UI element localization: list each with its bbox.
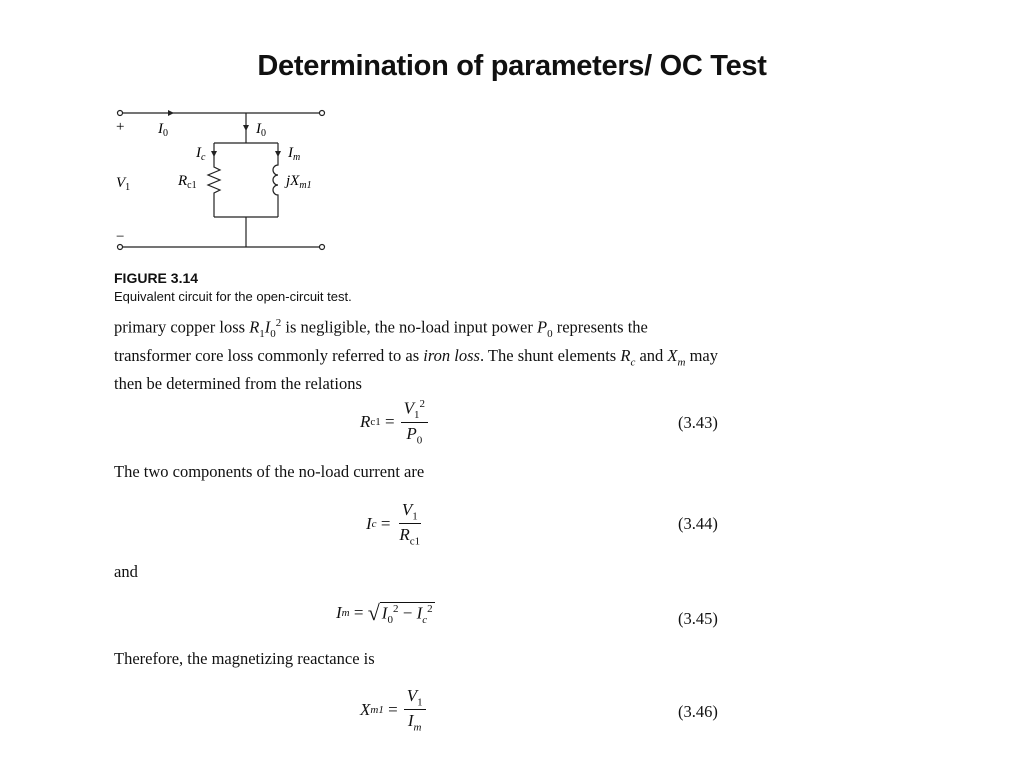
equation-3-46: X m1 = $\frac{V_1}{I_m}$ — [360, 686, 426, 734]
label-I0-line: $I_0$ — [158, 121, 168, 139]
equation-3-44: I c = $\frac{V_1}{R_{c1}}$ — [366, 500, 421, 548]
text-components: The two components of the no-load current are — [114, 462, 425, 481]
equation-number-3-46: (3.46) — [678, 702, 718, 721]
input-terminal-top — [118, 111, 123, 116]
equivalent-circuit-diagram — [110, 105, 350, 255]
slide-title: Determination of parameters/ OC Test — [257, 50, 767, 82]
equation-number-3-44: (3.44) — [678, 514, 718, 533]
text-therefore: Therefore, the magnetizing reactance is — [114, 649, 375, 668]
label-I0-branch: $I_0$ — [256, 121, 266, 139]
current-arrow-I0-branch — [243, 125, 249, 131]
label-V1: $V_1$ — [116, 175, 131, 193]
figure-caption: Equivalent circuit for the open-circuit test. — [114, 289, 352, 304]
text-and: and — [114, 562, 138, 581]
label-Rc1: $R_{c1}$ — [178, 173, 197, 191]
figure-label: FIGURE 3.14 — [114, 270, 199, 286]
output-terminal-top — [320, 111, 325, 116]
plus-sign: + — [116, 119, 125, 135]
body-paragraph: primary copper loss $R_1I_0^2$ is negligible, the no-load input power $P_0$ represents the transformer core loss commonly referred to as iron loss. The shunt elements $R_c$ and $X_m$ may then be determined from the relations — [114, 317, 719, 394]
label-jXm1: $jX_{m1}$ — [286, 173, 312, 191]
label-Im: $I_m$ — [288, 145, 301, 163]
equation-number-3-43: (3.43) — [678, 413, 718, 432]
equation-3-45: I m = √ $I_0^2 - I_c^2$ — [336, 600, 433, 626]
current-arrow-Ic — [211, 151, 217, 157]
current-arrow-I0 — [168, 110, 174, 116]
current-arrow-Im — [275, 151, 281, 157]
input-terminal-bottom — [118, 245, 123, 250]
output-terminal-bottom — [320, 245, 325, 250]
label-Ic: $I_c$ — [196, 145, 206, 163]
equation-number-3-45: (3.45) — [678, 609, 718, 628]
equation-3-43: R c1 = $\frac{V_1^2}{P_0}$ — [360, 398, 428, 446]
minus-sign: − — [116, 229, 125, 245]
